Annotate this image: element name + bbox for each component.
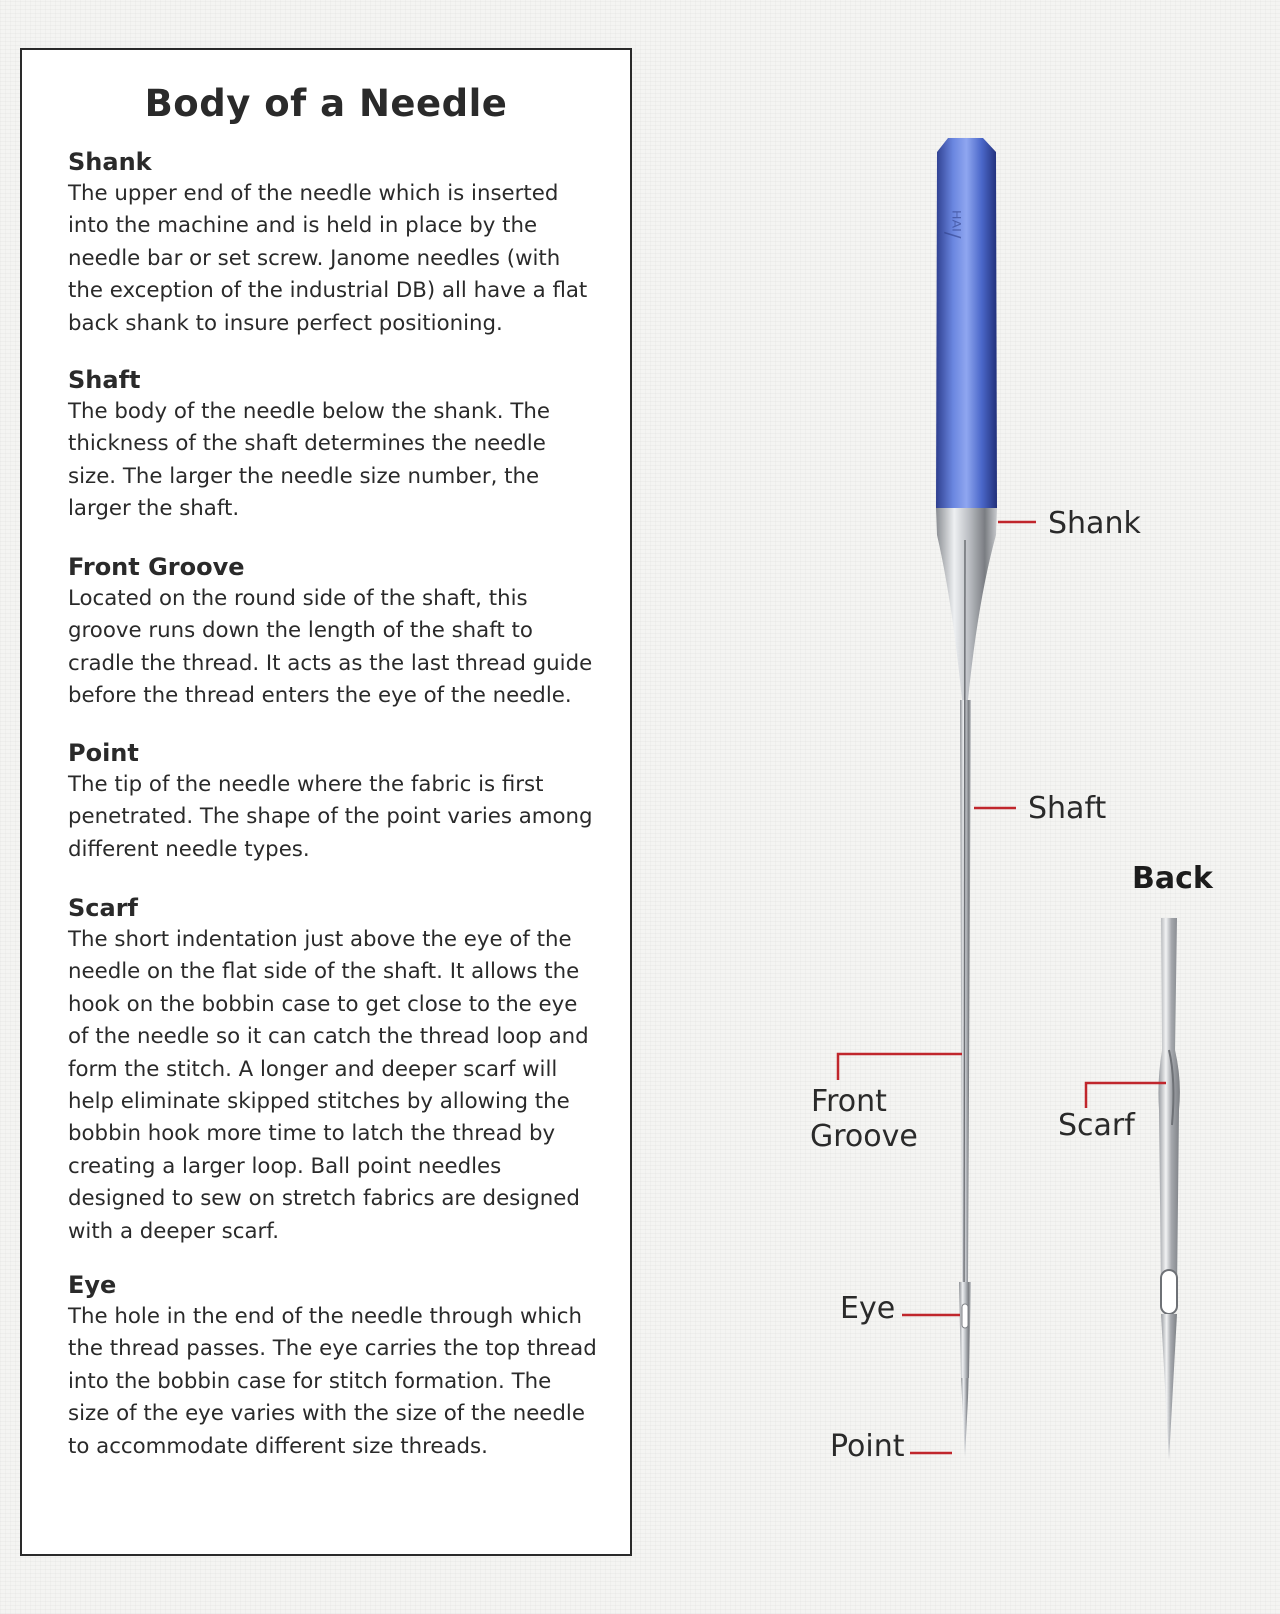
term-description: Located on the round side of the shaft, this groove runs down the length of the shaft to cradle the thread. It acts as the last thread guide before the thread enters the eye of the needle. — [68, 586, 593, 709]
label-point: Point — [830, 1429, 905, 1464]
term-heading: Shaft — [68, 366, 141, 394]
back-needle — [1158, 918, 1179, 1460]
front-groove-leader — [838, 1054, 962, 1080]
back-heading: Back — [1132, 861, 1213, 896]
term-heading: Shank — [68, 148, 152, 176]
section-eye — [68, 1269, 598, 1463]
needle-tip — [961, 1378, 969, 1457]
eye-hole — [962, 1304, 968, 1328]
front-needle — [936, 138, 997, 1457]
term-heading: Scarf — [68, 894, 138, 922]
section-scarf — [68, 892, 598, 1248]
label-shank: Shank — [1048, 506, 1141, 541]
term-description: The upper end of the needle which is inserted into the machine and is held in place by the needle bar or set screw. Janome needles (with the exception of the industrial DB) all have a flat back shank to insure perfect positioning. — [68, 181, 588, 336]
label-shaft: Shaft — [1028, 791, 1107, 826]
steel-shank-taper — [936, 508, 997, 700]
label-eye: Eye — [840, 1291, 896, 1326]
scarf-leader — [1086, 1083, 1166, 1108]
term-heading: Point — [68, 739, 139, 767]
front-groove-line — [964, 540, 965, 1300]
back-needle-tip — [1161, 1314, 1177, 1460]
term-description: The tip of the needle where the fabric is first penetrated. The shape of the point varies among different needle types. — [68, 772, 593, 862]
steel-shaft — [960, 700, 971, 1282]
needle-diagram — [650, 0, 1280, 1614]
needle-parts-panel — [20, 48, 632, 1556]
term-description: The short indentation just above the eye of the needle on the flat side of the shaft. It allows the hook on the bobbin case to get close to the eye of the needle so it can catch the thread loop and form the stitch. A longer and deeper scarf will help eliminate skipped stitches by allowing the bobbin hook more time to latch the thread by creating a larger loop. Ball point needles designed to sew on stretch fabrics are designed with a deeper scarf. — [68, 927, 589, 1244]
section-front-groove — [68, 551, 598, 713]
label-front-groove-line1: Front — [811, 1084, 887, 1119]
section-shank — [68, 146, 598, 340]
section-point — [68, 737, 598, 866]
term-description: The body of the needle below the shank. The thickness of the shaft determines the needle size. The larger the needle size number, the larger the shaft. — [68, 399, 550, 522]
engraving-mark: ᴴᴬᴵ/ — [941, 210, 965, 239]
steel-eye-section — [959, 1282, 971, 1378]
term-heading: Front Groove — [68, 553, 245, 581]
label-scarf: Scarf — [1058, 1108, 1135, 1143]
back-eye-hole — [1161, 1270, 1177, 1314]
back-needle-shaft — [1158, 918, 1179, 1290]
blue-shank-band — [936, 138, 997, 508]
panel-title: Body of a Needle — [144, 82, 508, 125]
label-front-groove-line2: Groove — [810, 1119, 918, 1154]
term-heading: Eye — [68, 1271, 117, 1299]
section-shaft — [68, 364, 598, 526]
term-description: The hole in the end of the needle through which the thread passes. The eye carries the top thread into the bobbin case for stitch formation. The size of the eye varies with the size of the needle to accommodate different size threads. — [68, 1304, 597, 1459]
